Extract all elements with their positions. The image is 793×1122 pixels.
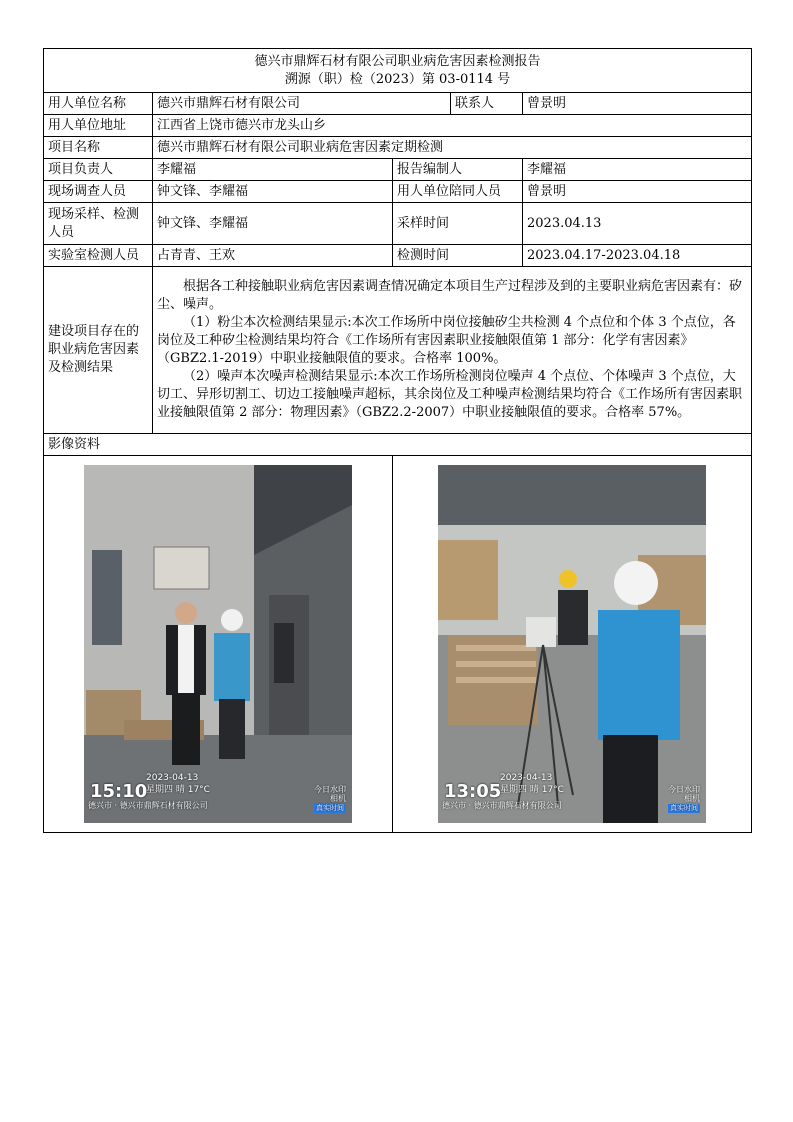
- photo-1-app-name: 今日水印: [314, 785, 346, 794]
- photo-1-badge: 真实时间: [316, 804, 344, 812]
- contact-label: 联系人: [451, 93, 523, 115]
- photo-1-weather: 星期四 晴 17°C: [146, 785, 210, 795]
- survey-staff-label: 现场调查人员: [44, 181, 153, 203]
- photo-2-weather: 星期四 晴 17°C: [500, 785, 564, 795]
- photo-2-image: [438, 465, 706, 823]
- lab-staff-value: 占青青、王欢: [153, 245, 393, 267]
- survey-staff-value: 钟文锋、李耀福: [153, 181, 393, 203]
- report-number: 溯源（职）检（2023）第 03-0114 号: [284, 71, 511, 87]
- images-label: 影像资料: [44, 434, 752, 456]
- photo-1-date: 2023-04-13: [146, 773, 199, 783]
- site-photo-1: [84, 465, 352, 823]
- photo-2-time: 13:05: [444, 781, 502, 802]
- project-name-label: 项目名称: [44, 137, 153, 159]
- photo-cell-2: [393, 456, 752, 833]
- report-author-value: 李耀福: [523, 159, 752, 181]
- photo-2-watermark-app: [668, 785, 700, 813]
- photo-2-badge: 真实时间: [670, 804, 698, 812]
- employer-name-value: 德兴市鼎辉石材有限公司: [153, 93, 451, 115]
- escort-label: 用人单位陪同人员: [393, 181, 523, 203]
- photo-cell-1: [44, 456, 393, 833]
- photo-1-time: 15:10: [90, 781, 148, 802]
- project-lead-label: 项目负责人: [44, 159, 153, 181]
- contact-value: 曾景明: [523, 93, 752, 115]
- employer-name-label: 用人单位名称: [44, 93, 153, 115]
- employer-address-label: 用人单位地址: [44, 115, 153, 137]
- results-paragraph-2: （1）粉尘本次检测结果显示:本次工作场所中岗位接触矽尘共检测 4 个点位和个体 3 个点位，各岗位及工种矽尘检测结果均符合《工作场所有害因素职业接触限值第 1 部分：化学有害因素》（GBZ2.1-2019）中职业接触限值的要求。合格率 100%。: [157, 315, 736, 366]
- escort-value: 曾景明: [523, 181, 752, 203]
- report-table: [43, 48, 752, 833]
- photo-1-watermark-app: [314, 785, 346, 813]
- project-lead-value: 李耀福: [153, 159, 393, 181]
- photo-1-image: [84, 465, 352, 823]
- test-time-value: 2023.04.17-2023.04.18: [523, 245, 752, 267]
- project-name-value: 德兴市鼎辉石材有限公司职业病危害因素定期检测: [153, 137, 752, 159]
- results-label: 建设项目存在的职业病危害因素及检测结果: [44, 267, 153, 434]
- lab-staff-label: 实验室检测人员: [44, 245, 153, 267]
- sampling-time-label: 采样时间: [393, 203, 523, 245]
- photo-2-app-sub: 相机: [684, 794, 700, 803]
- employer-address-value: 江西省上饶市德兴市龙头山乡: [153, 115, 752, 137]
- report-title: 德兴市鼎辉石材有限公司职业病危害因素检测报告: [254, 53, 541, 69]
- photo-1-location: 德兴市 · 德兴市鼎辉石材有限公司: [88, 801, 208, 810]
- photo-2-location: 德兴市 · 德兴市鼎辉石材有限公司: [442, 801, 562, 810]
- site-photo-2: [438, 465, 706, 823]
- report-header: [44, 49, 752, 93]
- sampling-staff-value: 钟文锋、李耀福: [153, 203, 393, 245]
- test-time-label: 检测时间: [393, 245, 523, 267]
- results-body: [153, 267, 752, 434]
- photo-2-app-name: 今日水印: [668, 785, 700, 794]
- photo-2-date: 2023-04-13: [500, 773, 553, 783]
- photo-1-app-sub: 相机: [330, 794, 346, 803]
- results-paragraph-3: （2）噪声本次噪声检测结果显示:本次工作场所检测岗位噪声 4 个点位、个体噪声 3 个点位，大切工、异形切割工、切边工接触噪声超标，其余岗位及工种噪声检测结果均符合《工作场所有害因素职业接触限值第 2 部分：物理因素》（GBZ2.2-2007）中职业接触限值的要求。合格率 57%。: [157, 369, 743, 420]
- sampling-staff-label: 现场采样、检测人员: [44, 203, 153, 245]
- sampling-time-value: 2023.04.13: [523, 203, 752, 245]
- results-paragraph-1: 根据各工种接触职业病危害因素调查情况确定本项目生产过程涉及到的主要职业病危害因素有：矽尘、噪声。: [157, 279, 743, 312]
- report-author-label: 报告编制人: [393, 159, 523, 181]
